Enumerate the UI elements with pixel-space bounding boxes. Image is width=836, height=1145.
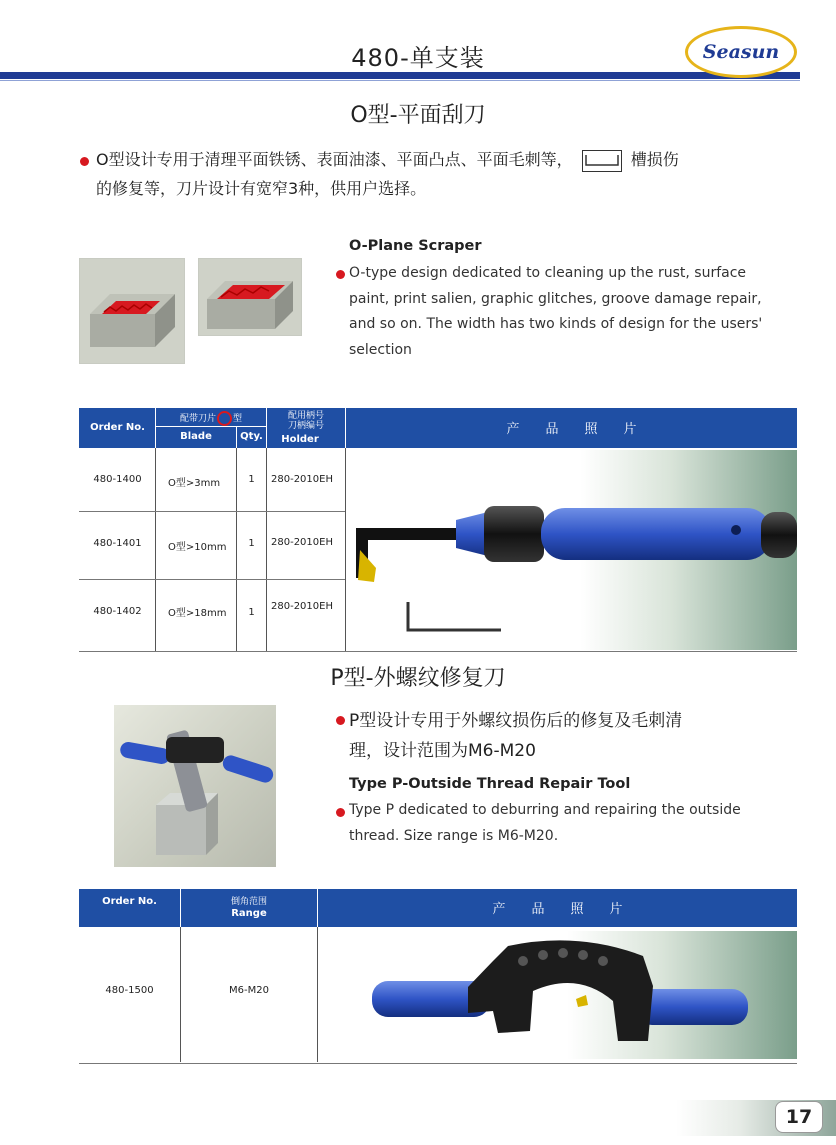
table-o-cell-qty: 1 — [248, 607, 255, 618]
bullet-icon — [336, 270, 345, 279]
section-o-en-line: O-type design dedicated to cleaning up the rust, surface — [349, 265, 747, 281]
table-o-cell-order: 480-1400 — [93, 474, 142, 485]
section-o-en-body — [349, 261, 762, 363]
table-o-cell-holder: 280-2010EH — [271, 474, 333, 485]
header-rule-thin — [0, 80, 800, 81]
brand-logo-text: Seasun — [702, 41, 780, 63]
th-holder-zh — [267, 411, 345, 431]
section-o-en-line: and so on. The width has two kinds of design for the users' — [349, 316, 763, 332]
section-p-zh-line: 理，设计范围为M6-M20 — [349, 741, 536, 761]
th-order-no: Order No. — [90, 422, 145, 433]
th-blade-zh-suffix: 型 — [233, 414, 243, 424]
th-range: Range — [231, 908, 267, 919]
header-sep — [155, 408, 156, 448]
section-p-zh-line: P型设计专用于外螺纹损伤后的修复及毛刺清 — [349, 711, 683, 731]
brand-logo — [685, 26, 797, 78]
section-o-en-line: selection — [349, 341, 412, 358]
circle-icon — [217, 411, 232, 426]
o-scraper-groove-image-2 — [198, 258, 302, 336]
o-scraper-groove-image-1 — [79, 258, 185, 364]
th-qty: Qty. — [240, 431, 263, 442]
header-sep — [317, 889, 318, 927]
th-blade-zh-text: 配带刀片 — [179, 414, 216, 424]
section-o-zh-line1 — [96, 145, 679, 174]
section-o-zh-line2: 的修复等，刀片设计有宽窄3种，供用户选择。 — [96, 179, 427, 198]
thread-repair-tool-icon — [318, 931, 797, 1059]
bullet-icon — [336, 808, 345, 817]
header-sep — [236, 427, 237, 448]
section-p-title: P型-外螺纹修复刀 — [330, 666, 506, 691]
page-number: 17 — [775, 1101, 823, 1133]
table-o-cell-order: 480-1401 — [93, 538, 142, 549]
scraper-tool-icon — [346, 450, 797, 650]
th-order-no: Order No. — [102, 896, 157, 907]
section-o-en-line: paint, print salien, graphic glitches, groove damage repair, — [349, 290, 762, 307]
th-holder: Holder — [281, 434, 319, 445]
product-photo-p — [318, 931, 797, 1059]
header-rule — [0, 72, 800, 79]
col-line — [345, 448, 346, 651]
table-o-cell-blade: O型>10mm — [168, 542, 227, 553]
bullet-icon — [80, 157, 89, 166]
th-photo: 产 品 照 片 — [492, 902, 623, 917]
bullet-icon — [336, 716, 345, 725]
th-blade-zh — [156, 411, 266, 426]
table-o-cell-qty: 1 — [248, 474, 255, 485]
col-line — [266, 448, 267, 651]
row-line — [79, 511, 345, 512]
section-o-zh-text-a: O型设计专用于清理平面铁锈、表面油漆、平面凸点、平面毛刺等， — [96, 150, 573, 169]
product-photo-o — [346, 450, 797, 650]
table-o-cell-holder: 280-2010EH — [271, 537, 333, 548]
section-o-en-heading: O-Plane Scraper — [349, 238, 482, 254]
header-sep — [266, 408, 267, 448]
header-sep — [345, 408, 346, 448]
th-holder-zh2: 刀柄编号 — [287, 421, 324, 431]
header-divider — [156, 426, 266, 427]
table-bottom-line — [79, 1063, 797, 1064]
th-photo: 产 品 照 片 — [506, 422, 637, 437]
table-o-cell-blade: O型>18mm — [168, 608, 227, 619]
section-o-zh-text-b: 槽损伤 — [630, 150, 679, 169]
th-blade: Blade — [180, 431, 212, 442]
table-p-cell-range: M6-M20 — [229, 985, 269, 996]
section-p-zh — [349, 706, 682, 766]
table-o-cell-order: 480-1402 — [93, 606, 142, 617]
table-o-cell-qty: 1 — [248, 538, 255, 549]
th-range-zh: 倒角范围 — [230, 897, 267, 907]
section-o-title: O型-平面刮刀 — [350, 103, 486, 128]
thread-repair-tool-icon — [114, 705, 276, 867]
section-p-en-body — [349, 798, 741, 849]
th-holder-zh1: 配用柄号 — [287, 411, 324, 421]
p-tool-image — [114, 705, 276, 867]
groove-block-icon — [199, 259, 301, 335]
table-p-cell-order: 480-1500 — [105, 985, 154, 996]
header-sep — [180, 889, 181, 927]
table-o-cell-holder: 280-2010EH — [271, 601, 333, 612]
groove-block-icon — [80, 259, 184, 363]
groove-icon — [582, 150, 622, 172]
section-p-en-line: thread. Size range is M6-M20. — [349, 827, 559, 844]
page-header-title: 480-单支装 — [351, 44, 485, 72]
table-o-cell-blade: O型>3mm — [168, 478, 221, 489]
section-p-en-line: Type P dedicated to deburring and repairing the outside — [349, 802, 741, 818]
section-p-en-heading: Type P-Outside Thread Repair Tool — [349, 776, 631, 792]
row-line — [79, 579, 345, 580]
table-bottom-line — [79, 651, 797, 652]
col-line — [317, 927, 318, 1062]
